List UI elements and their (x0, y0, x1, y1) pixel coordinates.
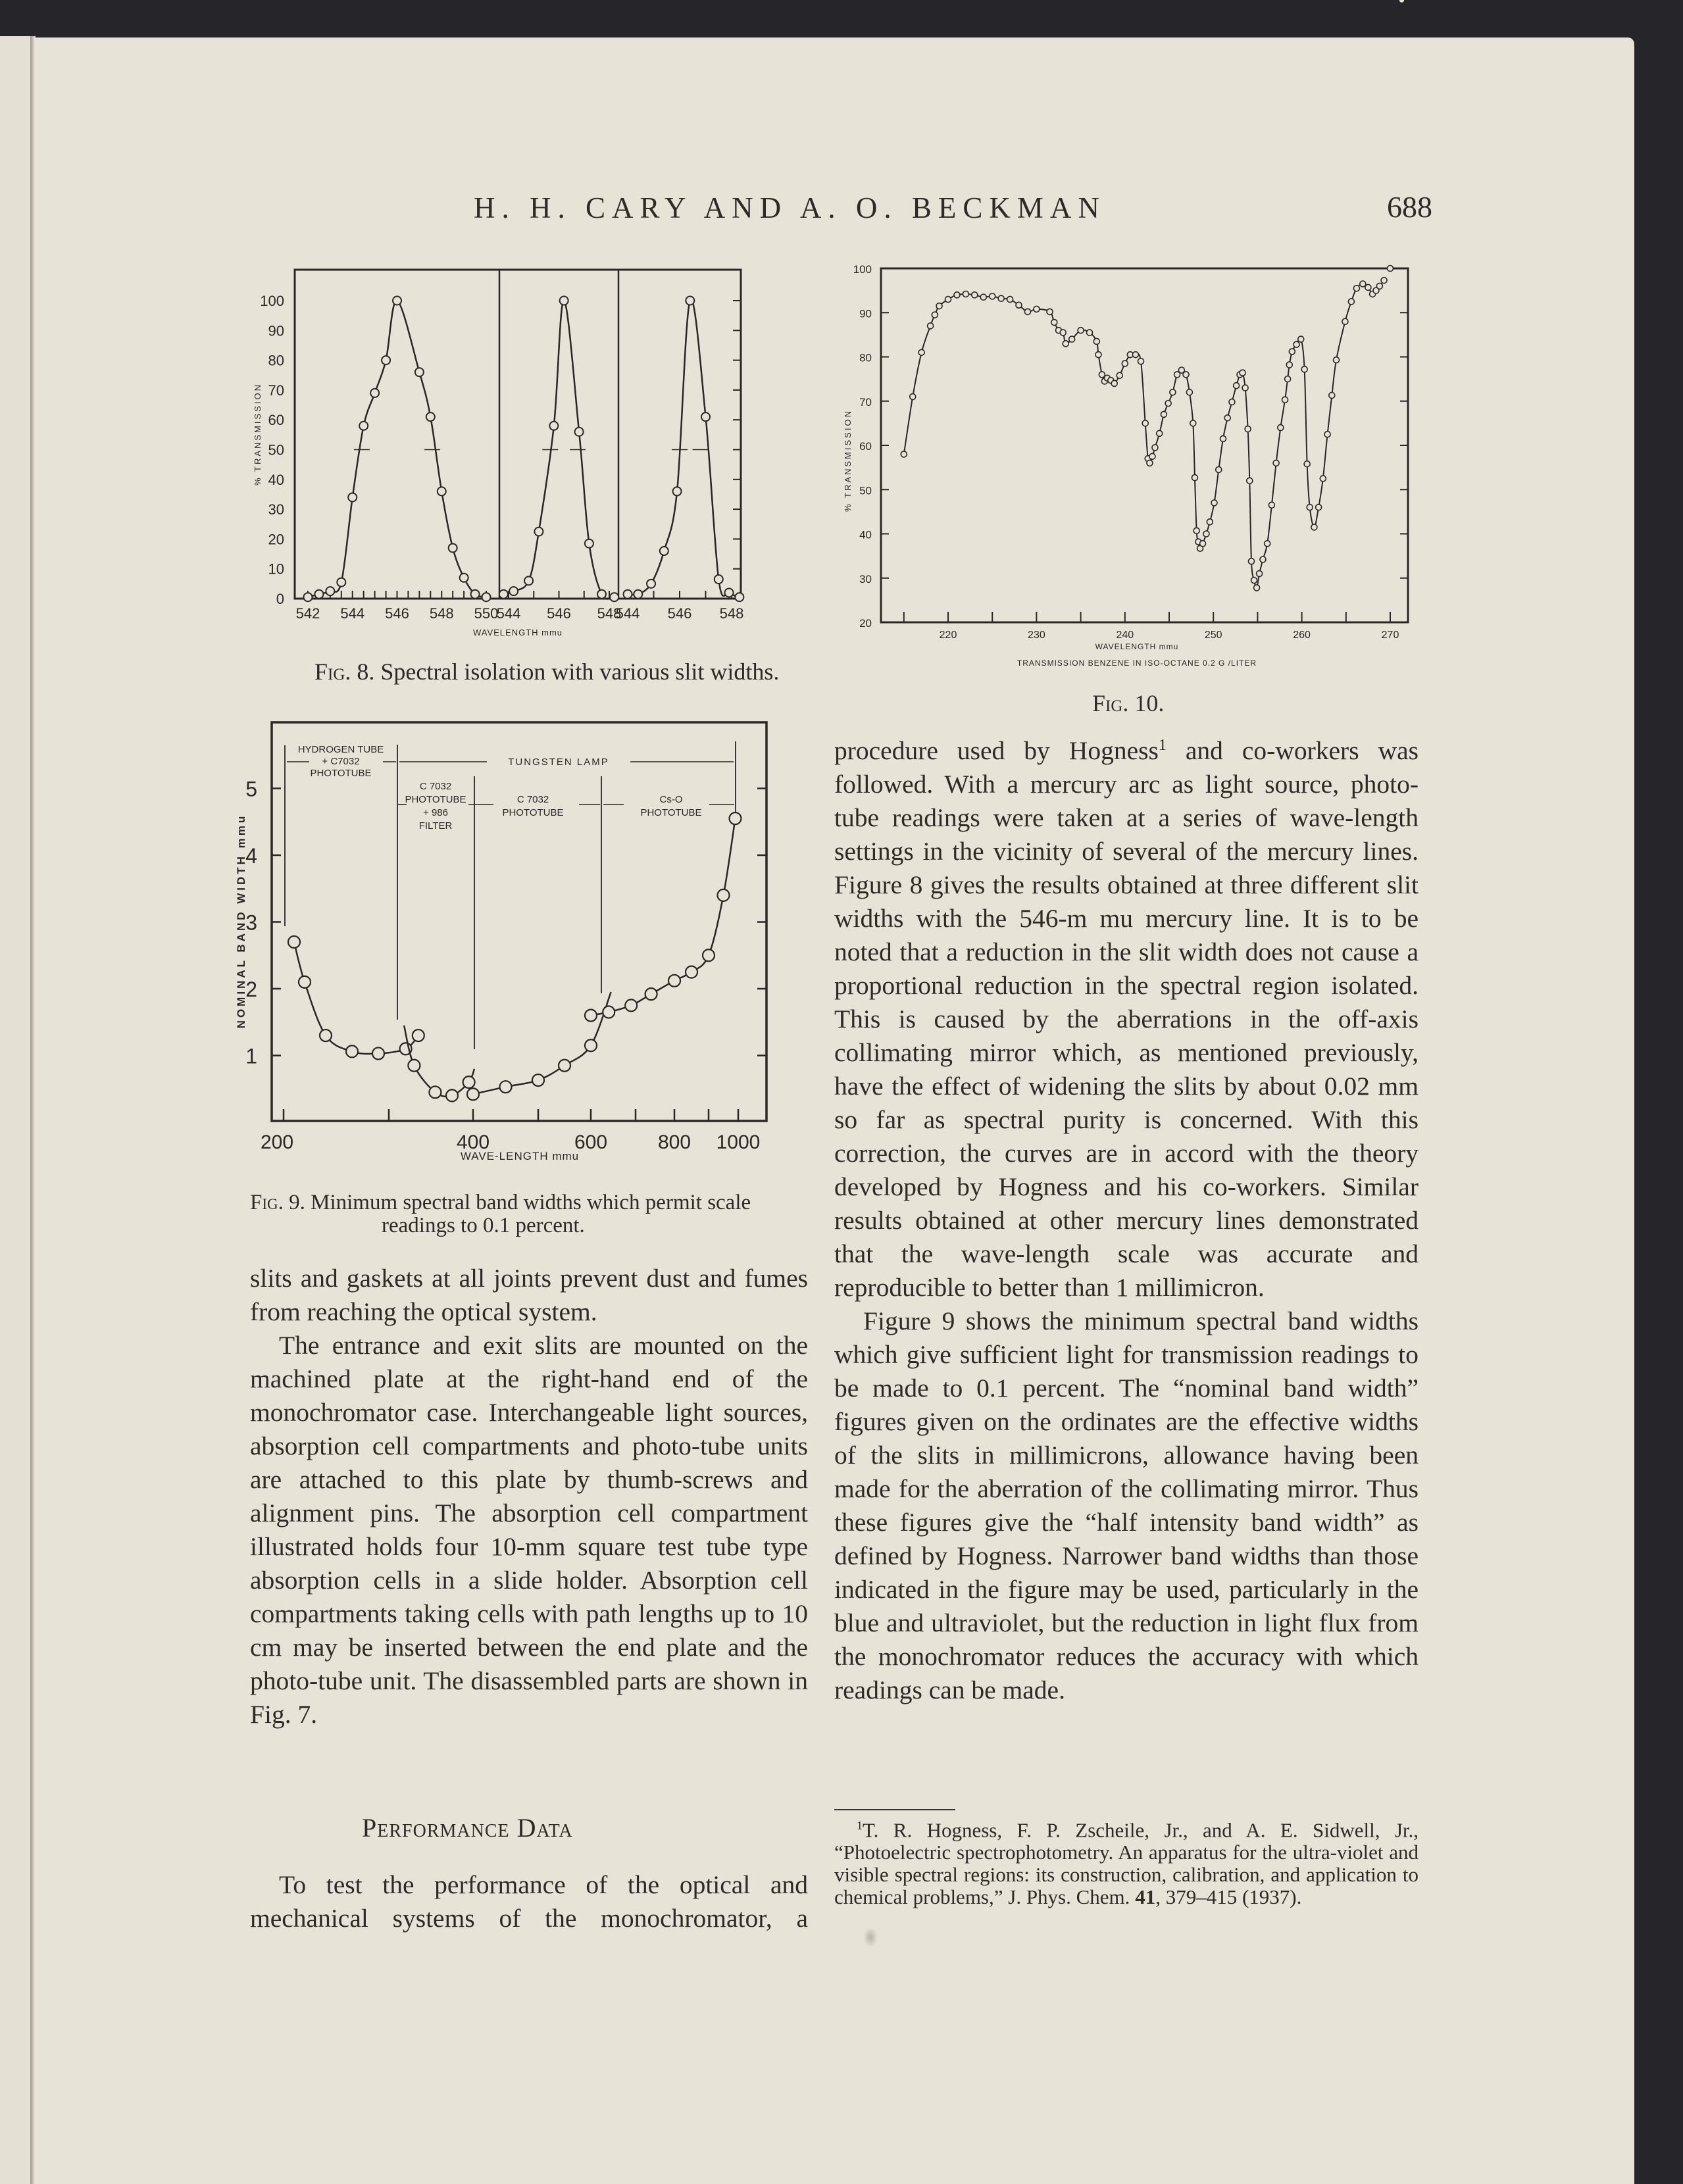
fig10-data-point (918, 349, 924, 355)
fig10-data-point (1286, 362, 1292, 368)
text-run: and co-workers was followed. With a mercury arc as light source, photo-tube readings were taken at a series of wave-length settings in the vicinity of several of the mercury lines. Figure 8 gives the results obtained at three different slit widths with the 546-m mu mercury line. It is to be noted that a reduction in the slit width does not cause a proportional reduction in the spectral region isolated. This is caused by the aberrations in the off-axis collimating mirror which, as mentioned previously, have the effect of widening the slits by about 0.02 mm so far as spectral purity is concerned. With this correction, the curves are in accord with the theory developed by Hogness and his co-workers. Similar results obtained at other mercury lines demonstrated that the wave-length scale was accurate and reproducible to better than 1 millimicron. (834, 736, 1419, 1303)
fig8-caption (314, 658, 779, 685)
fig10-data-point (1093, 338, 1099, 344)
fig9-annotation-hydrogen: PHOTOTUBE (310, 768, 372, 779)
fig8-data-point (549, 422, 558, 430)
fig10-data-point (1260, 557, 1266, 562)
fig10-series-line (904, 280, 1384, 588)
fig8-data-point (686, 297, 694, 305)
fig9-data-point (730, 812, 741, 824)
fig9-data-point (668, 975, 680, 987)
fig10-data-point (1269, 502, 1274, 508)
fig8-data-point (393, 297, 401, 305)
fig9-data-point (413, 1030, 424, 1041)
fig10-data-point (1242, 385, 1248, 391)
fig10-data-point (1152, 445, 1158, 451)
fig8-data-point (647, 580, 655, 588)
fig10-xtick-label: 220 (939, 630, 957, 641)
paragraph: The entrance and exit slits are mounted on the machined plate at the right-hand end of the monochromator case. Interchangeable light sources, absorption cell compartments and photo-tube units are attached to this plate by thumb-screws and alignment pins. The absorption cell compartment illustrated holds four 10-mm square test tube type absorption cells in a slide holder. Absorption cell compartments taking cells with path lengths up to 10 cm may be inserted between the end plate and the photo-tube unit. The disassembled parts are shown in Fig. 7. (250, 1331, 808, 1729)
fig9-annotation-tungsten: TUNGSTEN LAMP (508, 757, 609, 768)
fig8-data-point (460, 574, 468, 582)
fig10-data-point (1229, 399, 1235, 405)
fig10-data-point (1207, 519, 1213, 525)
fig10-data-point (1132, 352, 1138, 358)
fig9-data-point (603, 1006, 615, 1018)
left-column (250, 1262, 808, 1731)
fig10-data-point (1329, 393, 1335, 399)
fig8-ytick-label: 70 (268, 382, 284, 399)
fig10-data-point (1278, 425, 1284, 431)
fig10-data-point (1381, 278, 1387, 284)
fig9-frame (272, 722, 766, 1121)
fig10-ytick-label: 30 (859, 572, 872, 585)
fig10-ytick-label: 100 (853, 263, 872, 276)
fig8-data-point (382, 356, 390, 364)
right-column (834, 729, 1419, 1707)
fig9-ytick-label: 1 (245, 1044, 257, 1068)
fig10-ytick-label: 90 (859, 307, 872, 320)
fig10-data-point (998, 295, 1004, 301)
fig10-subtitle: TRANSMISSION BENZENE IN ISO-OCTANE 0.2 G /LITER (1017, 658, 1257, 668)
fig8-data-point (337, 578, 345, 587)
fig8-series-line (628, 299, 740, 597)
fig10-data-point (1203, 531, 1209, 537)
fig9-data-point (625, 999, 637, 1011)
fig9-data-point (320, 1030, 332, 1041)
fig10-data-point (980, 294, 986, 300)
fig8-data-point (471, 590, 480, 599)
fig8-caption-label: Fig. 8. (314, 658, 375, 685)
fig10-data-point (928, 323, 934, 329)
fig8-data-point (509, 587, 518, 595)
fig10-data-point (963, 291, 968, 297)
fig10-data-point (1304, 461, 1310, 467)
fig9-data-point (532, 1074, 544, 1086)
fig8-data-point (524, 576, 533, 585)
fig10-data-point (1200, 541, 1206, 547)
fig8-ytick-label: 40 (268, 471, 284, 488)
footnote-rule (834, 1809, 955, 1810)
fig10-data-point (1311, 524, 1317, 530)
fig9-caption-line2: readings to 0.1 percent. (382, 1214, 585, 1237)
fig8-data-point (597, 590, 606, 599)
fig10-data-point (1294, 341, 1299, 347)
fig10-data-point (1099, 372, 1105, 378)
fig9-series-line (294, 942, 418, 1054)
fig8-data-point (673, 487, 682, 495)
fig9-annotation-filter: FILTER (418, 820, 453, 831)
fig10-data-point (1353, 285, 1359, 291)
paragraph (834, 729, 1419, 1304)
section-heading: Performance Data (362, 1813, 573, 1843)
fig9-ytick-label: 2 (245, 978, 257, 1001)
fig8-ytick-label: 10 (268, 560, 284, 578)
fig9-data-point (718, 889, 730, 901)
fig10-data-point (1024, 309, 1030, 314)
fig10-data-point (972, 292, 978, 298)
fig9-xtick-label: 800 (657, 1131, 691, 1153)
fig9-annotation-hydrogen: HYDROGEN TUBE (297, 744, 384, 755)
fig10-data-point (1273, 460, 1279, 466)
fig10-data-point (1216, 466, 1222, 472)
fig10-data-point (1224, 415, 1230, 421)
fig8-data-point (624, 590, 632, 599)
fig10-data-point (1334, 357, 1340, 363)
fig8-caption-text: Spectral isolation with various slit widths. (380, 658, 780, 685)
fig10-data-point (1301, 366, 1307, 372)
fig9-annotation-filter: PHOTOTUBE (405, 794, 466, 805)
fig8-data-point (314, 590, 323, 599)
fig9-data-point (408, 1060, 420, 1072)
fig10-data-point (1285, 376, 1291, 382)
fig10-data-point (1360, 281, 1366, 287)
left-column-continued (250, 1868, 808, 1935)
fig8-ytick-label: 90 (268, 322, 284, 339)
fig10-data-point (1034, 306, 1040, 312)
fig10-data-point (1138, 359, 1143, 364)
fig8-xtick-label: 548 (719, 605, 744, 622)
fig8-data-point (575, 428, 584, 436)
fig10-data-point (1257, 571, 1263, 577)
fig10-xtick-label: 270 (1381, 630, 1399, 641)
fig9-annotation-filter: + 986 (423, 807, 448, 818)
fig10-data-point (1095, 352, 1101, 358)
fig8-series-line (503, 301, 614, 599)
fig10-data-point (1245, 426, 1251, 432)
fig10-data-point (1117, 372, 1122, 378)
fig9-data-point (645, 988, 657, 1000)
fig8-plot (253, 270, 743, 637)
fig10-data-point (1122, 360, 1128, 366)
fig10-data-point (1183, 372, 1189, 378)
fig10-data-point (1192, 475, 1197, 481)
fig10-data-point (1365, 284, 1371, 290)
fig10-caption-label (1092, 689, 1164, 717)
fig10-xtick-label: 250 (1204, 630, 1222, 641)
fig10-data-point (1051, 320, 1057, 326)
fig10-xtick-label: 260 (1293, 630, 1311, 641)
fig8-data-point (482, 593, 491, 601)
fig8-ytick-label: 80 (268, 352, 284, 369)
fig9-data-point (429, 1086, 441, 1098)
fig8-ytick-label: 50 (268, 441, 284, 459)
fig9-data-point (299, 976, 311, 988)
fig8-ylabel: % TRANSMISSION (253, 383, 263, 485)
fig10-data-point (1211, 500, 1217, 506)
paragraph: To test the performance of the optical and mechanical systems of the monochromator, a (250, 1870, 808, 1933)
fig8-xtick-label: 546 (547, 605, 571, 622)
fig10-ytick-label: 70 (859, 395, 872, 409)
fig9-data-point (585, 1039, 597, 1051)
fig10-ytick-label: 50 (859, 484, 872, 497)
fig10-data-point (1186, 389, 1192, 395)
fig10-xlabel: WAVELENGTH mmu (1095, 642, 1179, 651)
fig8-data-point (725, 588, 734, 597)
fig8-data-point (304, 593, 313, 601)
fig10-data-point (1060, 330, 1066, 335)
fig10-data-point (1342, 318, 1348, 324)
fig8-ytick-label: 20 (268, 531, 284, 548)
footnote-pages: , 379–415 (1937). (1155, 1885, 1302, 1909)
fig10-data-point (1234, 383, 1240, 389)
fig8-ytick-label: 60 (268, 412, 284, 429)
fig10-data-point (1069, 336, 1075, 342)
fig8-data-point (370, 389, 379, 397)
fig10-data-point (1078, 328, 1084, 334)
fig8-xtick-label: 542 (295, 605, 320, 622)
fig9-annotation-hydrogen: + C7032 (322, 756, 360, 767)
fig9-data-point (446, 1089, 458, 1101)
fig8-data-point (560, 297, 568, 305)
fig9-xlabel: WAVE-LENGTH mmu (460, 1150, 580, 1162)
fig10-data-point (1282, 397, 1288, 403)
fig10-data-point (1324, 432, 1330, 437)
fig8-data-point (426, 412, 435, 421)
fig10-data-point (910, 394, 916, 400)
fig8-data-point (449, 543, 457, 552)
fig8-data-point (326, 587, 334, 595)
fig8-data-point (359, 422, 368, 430)
fig10-data-point (901, 451, 907, 457)
fig8-data-point (534, 528, 543, 536)
fig9-annotation-filter: C 7032 (419, 781, 452, 792)
fig10-xtick-label: 240 (1116, 630, 1134, 641)
fig10-data-point (954, 292, 960, 298)
fig9-data-point (467, 1088, 479, 1100)
fig10-data-point (1007, 297, 1013, 303)
fig8-data-point (415, 368, 424, 376)
fig8-xtick-label: 546 (385, 605, 409, 622)
fig10-data-point (1289, 349, 1295, 355)
fig9-ytick-label: 5 (245, 777, 257, 801)
footnote-marker: 1 (857, 1819, 863, 1832)
fig10-data-point (1157, 430, 1163, 436)
fig8-ytick-label: 100 (260, 293, 284, 309)
fig9-annotation-cso: PHOTOTUBE (640, 807, 702, 818)
fig9-xtick-label: 200 (260, 1131, 294, 1153)
fig10-data-point (1399, 0, 1405, 3)
fig9-xtick-label: 600 (574, 1131, 608, 1153)
fig10-data-point (1193, 528, 1199, 534)
fig10-xtick-label: 230 (1028, 630, 1045, 641)
fig10-data-point (1298, 336, 1304, 342)
fig8-data-point (499, 590, 508, 599)
fig8-data-point (701, 412, 710, 421)
fig10-ytick-label: 20 (859, 617, 872, 630)
fig10-data-point (1348, 299, 1354, 305)
fig10-data-point (1170, 389, 1176, 395)
fig9-annotation-cso: Cs-O (659, 794, 683, 805)
fig10-data-point (1161, 411, 1167, 417)
fig10-data-point (1149, 453, 1155, 459)
fig8-xlabel: WAVELENGTH mmu (472, 628, 563, 637)
fig9-ytick-label: 3 (245, 910, 257, 935)
fig10-data-point (1147, 460, 1153, 466)
fig10-ytick-label: 80 (859, 351, 872, 364)
fig9-data-point (288, 936, 300, 948)
fig10-ylabel: % TRANSMISSION (843, 409, 853, 512)
page-number: 688 (1387, 190, 1432, 224)
fig9-caption-line1: Minimum spectral band widths which permit scale (311, 1191, 751, 1214)
fig9-data-point (585, 1010, 597, 1022)
fig10-data-point (945, 297, 951, 303)
fig8-xtick-label: 544 (340, 605, 365, 622)
fig10-data-point (1047, 309, 1053, 314)
fig10-data-point (1320, 476, 1326, 482)
fig9-caption-label: Fig. 9. (250, 1191, 305, 1214)
fig10-data-point (1063, 341, 1068, 347)
fig10-data-point (1316, 505, 1322, 510)
fig8-data-point (715, 575, 723, 583)
fig9-data-point (500, 1081, 512, 1093)
fig8-xtick-label: 548 (597, 605, 622, 622)
fig10-data-point (1087, 330, 1093, 335)
fig8-data-point (660, 547, 668, 555)
fig10-data-point (990, 293, 995, 299)
fig10-data-point (1190, 420, 1196, 426)
fig9-ytick-label: 4 (245, 844, 257, 868)
fig8-series-line (308, 301, 486, 597)
fig10-data-point (1376, 283, 1382, 289)
fig9-data-point (463, 1076, 475, 1088)
fig9-data-point (686, 966, 697, 978)
fig9-annotation-c7032: PHOTOTUBE (502, 807, 564, 818)
fig10-ytick-label: 60 (859, 440, 872, 453)
fig10-data-point (1142, 420, 1148, 426)
fig10-data-point (1251, 578, 1257, 583)
fig9-data-point (346, 1045, 358, 1057)
fig9-ylabel: NOMINAL BAND WIDTH mmu (235, 813, 247, 1029)
footnote-volume: 41 (1135, 1885, 1156, 1909)
fig8-xtick-label: 544 (615, 605, 640, 622)
fig10-data-point (1265, 541, 1270, 547)
fig10-data-point (1388, 266, 1394, 272)
fig9-caption (250, 1191, 751, 1215)
text-run: procedure used by Hogness (834, 736, 1159, 766)
footnote-ref[interactable]: 1 (1158, 737, 1167, 754)
fig10-data-point (1248, 558, 1254, 564)
paragraph: slits and gaskets at all joints prevent dust and fumes from reaching the optical system. (250, 1264, 808, 1326)
fig8-ytick-label: 0 (276, 591, 284, 607)
fig10-data-point (932, 312, 938, 318)
fig10-data-point (1165, 401, 1171, 407)
fig10-data-point (1111, 380, 1117, 386)
footnote-text: T. R. Hogness, F. P. Zscheile, Jr., and A. E. Sidwell, Jr., “Photoelectric spectrophotometry. An apparatus for the ultra-violet and visible spectral regions: its construction, calibration, and application to chemical problems,” J. Phys. Chem. (834, 1818, 1419, 1909)
fig10-frame (881, 268, 1408, 622)
fig9-data-point (703, 949, 715, 961)
fig9-data-point (559, 1060, 570, 1072)
fig8-data-point (438, 487, 446, 495)
fig8-data-point (610, 593, 618, 601)
fig9-plot (235, 722, 766, 1162)
paragraph: Figure 9 shows the minimum spectral band widths which give sufficient light for transmission readings to be made to 0.1 percent. The “nominal band width” figures given on the ordinates are the effective widths of the slits in millimicrons, allowance having been made for the aberration of the collimating mirror. Thus these figures give the “half intensity band width” as defined by Hogness. Narrower band widths than those indicated in the figure may be used, particularly in the blue and ultraviolet, but the reduction in light flux from the monochromator reduces the accuracy with which readings can be made. (834, 1306, 1419, 1705)
fig10-data-point (1307, 505, 1313, 510)
fig10-data-point (1247, 478, 1253, 484)
fig8-data-point (634, 590, 642, 599)
fig10-caption-text: Fig. 10. (1092, 690, 1165, 716)
fig8-xtick-label: 550 (474, 605, 499, 622)
fig8-xtick-label: 546 (667, 605, 692, 622)
fig8-xtick-label: 544 (496, 605, 521, 622)
fig9-series-line (591, 818, 736, 1015)
fig9-xtick-label: 400 (456, 1131, 490, 1153)
fig10-data-point (936, 303, 942, 309)
fig8-data-point (735, 593, 743, 601)
fig8-xtick-label: 548 (429, 605, 454, 622)
fig10-plot (843, 0, 1408, 668)
fig8-data-point (348, 493, 357, 501)
fig8-data-point (585, 539, 593, 548)
fig10-data-point (1254, 585, 1260, 591)
running-title: H. H. CARY AND A. O. BECKMAN (474, 191, 1106, 224)
fig10-data-point (1220, 435, 1226, 441)
footnote (834, 1814, 1419, 1908)
fig8-ytick-label: 30 (268, 501, 284, 518)
fig9-annotation-c7032: C 7032 (516, 794, 549, 805)
fig9-xtick-label: 1000 (716, 1131, 761, 1153)
fig9-data-point (372, 1047, 384, 1059)
fig10-data-point (1240, 370, 1245, 376)
print-smudge (863, 1927, 878, 1947)
fig10-data-point (1016, 302, 1022, 308)
fig10-ytick-label: 40 (859, 528, 872, 541)
